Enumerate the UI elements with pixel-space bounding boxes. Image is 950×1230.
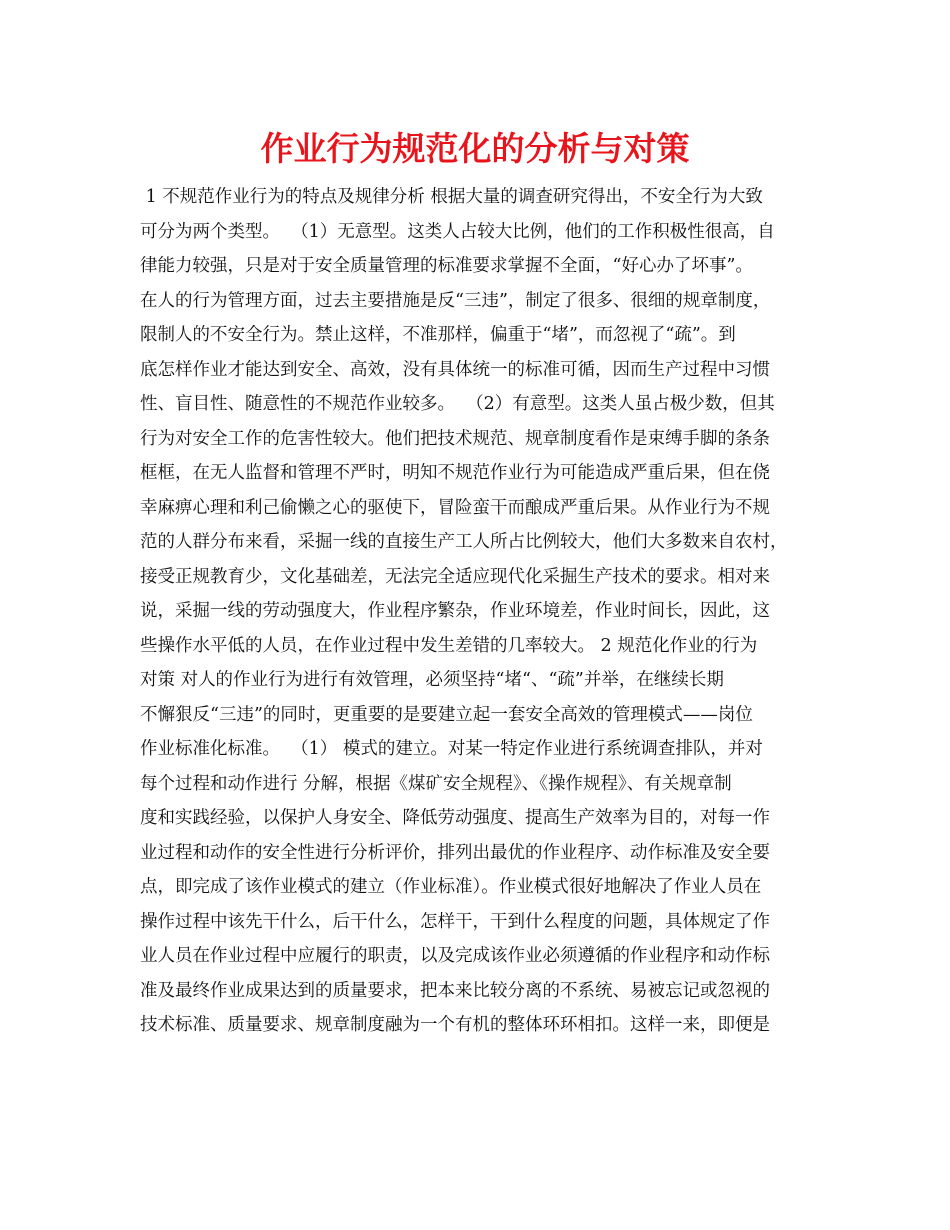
body-line: 行为对安全工作的危害性较大。他们把技术规范、规章制度看作是束缚手脚的条条 <box>140 428 770 449</box>
body-line: 作业标准化标准。 （1） 模式的建立。对某一特定作业进行系统调查排队，并对 <box>140 739 763 759</box>
body-line: 业过程和动作的安全性进行分析评价，排列出最优的作业程序、动作标准及安全要 <box>140 842 770 863</box>
body-line: 度和实践经验，以保护人身安全、降低劳动强度、提高生产效率为目的，对每一作 <box>140 808 770 828</box>
body-line: 每个过程和动作进行 分解，根据《煤矿安全规程》、《操作规程》、有关规章制 <box>140 773 732 794</box>
body-line: 些操作水平低的人员，在作业过程中发生差错的几率较大。 2 规范化作业的行为 <box>140 635 758 656</box>
body-line: 限制人的不安全行为。禁止这样，不准那样，偏重于“堵”，而忽视了“疏”。到 <box>140 325 736 345</box>
body-line: 技术标准、质量要求、规章制度融为一个有机的整体环环相扣。这样一来，即便是 <box>140 1015 770 1035</box>
body-line: 不懈狠反“三违”的同时，更重要的是要建立起一套安全高效的管理模式——岗位 <box>140 704 753 725</box>
body-line: 幸麻痹心理和利己偷懒之心的驱使下，冒险蛮干而酿成严重后果。从作业行为不规 <box>140 497 770 518</box>
body-line: 范的人群分布来看，采掘一线的直接生产工人所占比例较大，他们大多数来自农村， <box>140 532 788 552</box>
body-line: 框框，在无人监督和管理不严时，明知不规范作业行为可能造成严重后果，但在侥 <box>140 463 770 483</box>
body-line: 对策 对人的作业行为进行有效管理，必须坚持“堵“、“疏”并举，在继续长期 <box>140 670 724 690</box>
body-line: 点，即完成了该作业模式的建立（作业标准）。作业模式很好地解决了作业人员在 <box>140 877 762 897</box>
body-line: 操作过程中该先干什么，后干什么，怎样干，干到什么程度的问题，具体规定了作 <box>140 911 770 932</box>
body-line: 1 不规范作业行为的特点及规律分析 根据大量的调查研究得出，不安全行为大致 <box>140 187 763 207</box>
body-line: 律能力较强，只是对于安全质量管理的标准要求掌握不全面，“好心办了坏事”。 <box>140 256 753 276</box>
body-line: 底怎样作业才能达到安全、高效，没有具体统一的标准可循，因而生产过程中习惯 <box>140 359 770 380</box>
body-line: 业人员在作业过程中应履行的职责，以及完成该作业必须遵循的作业程序和动作标 <box>140 946 770 966</box>
document-body <box>140 180 820 1043</box>
body-line: 在人的行为管理方面，过去主要措施是反“三违”，制定了很多、很细的规章制度， <box>140 290 771 311</box>
body-line: 准及最终作业成果达到的质量要求，把本来比较分离的不系统、易被忘记或忽视的 <box>140 980 770 1001</box>
body-line: 性、盲目性、随意性的不规范作业较多。 （2）有意型。这类人虽占极少数，但其 <box>140 394 775 414</box>
body-line: 可分为两个类型。 （1）无意型。这类人占较大比例，他们的工作积极性很高，自 <box>140 221 775 242</box>
body-line: 说，采掘一线的劳动强度大，作业程序繁杂，作业环境差，作业时间长，因此，这 <box>140 601 770 621</box>
document-title: 作业行为规范化的分析与对策 <box>260 129 690 168</box>
body-line: 接受正规教育少，文化基础差，无法完全适应现代化采掘生产技术的要求。相对来 <box>140 566 770 587</box>
